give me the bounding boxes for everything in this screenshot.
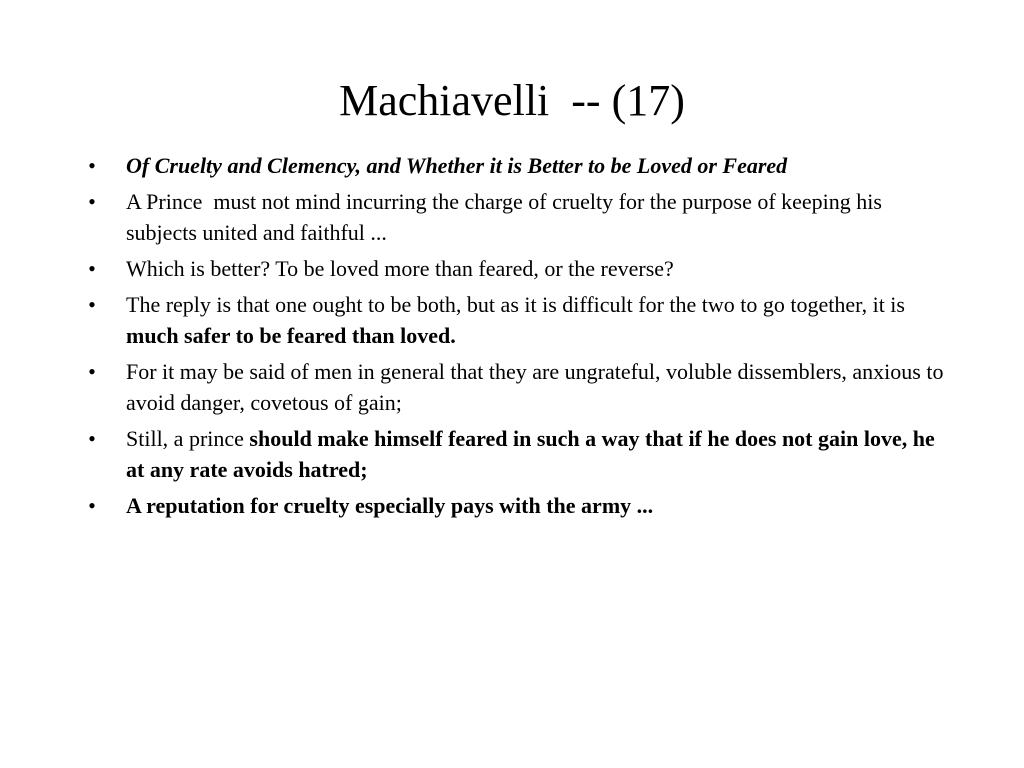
bullet-item bbox=[86, 423, 946, 485]
bullet-emphasis-segment: much safer to be feared than loved. bbox=[126, 323, 456, 348]
bullet-item bbox=[86, 150, 946, 181]
bullet-text-segment: Which is better? To be loved more than feared, or the reverse? bbox=[126, 256, 674, 281]
bullet-item bbox=[86, 490, 946, 521]
bullet-mark: • bbox=[88, 493, 96, 518]
bullet-mark: • bbox=[88, 426, 96, 451]
bullet-text bbox=[126, 150, 946, 181]
bullet-item bbox=[86, 289, 946, 351]
bullet-text bbox=[126, 186, 946, 248]
bullet-text-segment: The reply is that one ought to be both, but as it is difficult for the two to go together, it is bbox=[126, 292, 911, 317]
bullet-emphasis-segment: Of Cruelty and Clemency, and Whether it is Better to be Loved or Feared bbox=[126, 153, 788, 178]
bullet-text-segment: For it may be said of men in general that they are ungrateful, voluble dissemblers, anxious to avoid danger, covetous of gain; bbox=[126, 359, 949, 415]
bullet-mark: • bbox=[88, 153, 96, 178]
bullet-mark: • bbox=[88, 359, 96, 384]
bullet-text bbox=[126, 423, 946, 485]
bullet-text bbox=[126, 356, 949, 418]
bullet-emphasis-segment: should make himself feared in such a way that if he does not gain love, he at any rate avoids hatred; bbox=[126, 426, 941, 482]
bullet-text bbox=[126, 490, 946, 521]
bullet-item bbox=[86, 356, 949, 418]
bullet-text bbox=[126, 253, 946, 284]
bullet-mark: • bbox=[88, 189, 96, 214]
bullet-text-segment: A Prince must not mind incurring the charge of cruelty for the purpose of keeping his subjects united and faithful ... bbox=[126, 189, 888, 245]
bullet-list bbox=[86, 150, 949, 526]
bullet-item bbox=[86, 186, 946, 248]
bullet-mark: • bbox=[88, 292, 96, 317]
bullet-text bbox=[126, 289, 946, 351]
bullet-item bbox=[86, 253, 946, 284]
slide-title: Machiavelli -- (17) bbox=[339, 76, 685, 125]
bullet-emphasis-segment: A reputation for cruelty especially pays with the army ... bbox=[126, 493, 654, 518]
bullet-mark: • bbox=[88, 256, 96, 281]
bullet-text-segment: Still, a prince bbox=[126, 426, 250, 451]
